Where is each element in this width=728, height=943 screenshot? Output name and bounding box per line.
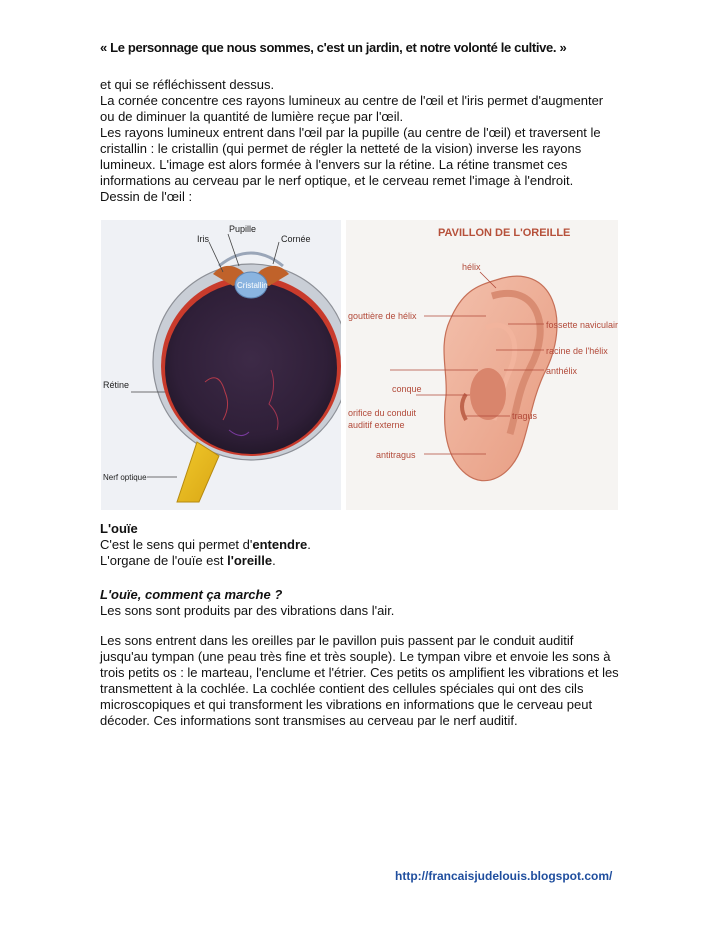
- hearing-sense-bold: entendre: [252, 537, 308, 552]
- eye-diagram: [101, 220, 341, 510]
- eye-line: Dessin de l'œil :: [100, 189, 193, 204]
- eye-label-cornee: Cornée: [281, 234, 311, 244]
- hearing-question: L'ouïe, comment ça marche ?: [100, 587, 283, 602]
- hearing-heading: L'ouïe: [100, 521, 138, 536]
- ear-label-antitragus: antitragus: [376, 450, 416, 460]
- ear-label-anthelix: anthélix: [546, 366, 578, 376]
- hearing-body-line: décoder. Ces informations sont transmises au cerveau par le nerf auditif.: [100, 713, 518, 728]
- hearing-sense-line: C'est le sens qui permet d'entendre.: [100, 537, 311, 552]
- vitreous-shape: [165, 282, 337, 454]
- ear-label-racine: racine de l'hélix: [546, 346, 608, 356]
- hearing-organ-line: L'organe de l'ouïe est l'oreille.: [100, 553, 276, 568]
- ear-label-conque: conque: [392, 384, 422, 394]
- eye-label-retine: Rétine: [103, 380, 130, 390]
- hearing-body-line: jusqu'au tympan (une peau très fine et très souple). Le tympan vibre et envoie les sons à: [100, 649, 611, 664]
- eye-paragraph: [100, 77, 640, 205]
- hearing-body-line: trois petits os : le marteau, l'enclume et l'étrier. Ces petits os amplifient les vibrations et les: [100, 665, 619, 680]
- ear-diagram: [346, 220, 618, 510]
- eye-line: La cornée concentre ces rayons lumineux au centre de l'œil et l'iris permet d'augmenter: [100, 93, 604, 108]
- ear-label-orifice: auditif externe: [348, 420, 405, 430]
- footer-blog-link[interactable]: http://francaisjudelouis.blogspot.com/: [395, 869, 613, 883]
- eye-line: ou de diminuer la quantité de lumière reçue par l'œil.: [100, 109, 404, 124]
- hearing-body-line: Les sons entrent dans les oreilles par le pavillon puis passent par le conduit auditif: [100, 633, 574, 648]
- hearing-question-block: [100, 587, 640, 619]
- eye-line: Les rayons lumineux entrent dans l'œil par la pupille (au centre de l'œil) et traversent le: [100, 125, 601, 140]
- eye-label-iris: Iris: [197, 234, 209, 244]
- ear-label-orifice: orifice du conduit: [348, 408, 417, 418]
- ear-label-gouttiere: gouttière de hélix: [348, 311, 417, 321]
- header-quote: « Le personnage que nous sommes, c'est un jardin, et notre volonté le cultive. »: [100, 40, 567, 55]
- ear-label-tragus: tragus: [512, 411, 538, 421]
- hearing-body-line: microscopiques et qui transforment les vibrations en informations que le cerveau peut: [100, 697, 593, 712]
- eye-line: lumineux. L'image est alors formée à l'envers sur la rétine. La rétine transmet ces: [100, 157, 568, 172]
- eye-line: informations au cerveau par le nerf optique, et le cerveau remet l'image à l'endroit.: [100, 173, 574, 188]
- eye-label-cristallin: Cristallin: [237, 281, 268, 290]
- hearing-sounds-line: Les sons sont produits par des vibrations dans l'air.: [100, 603, 395, 618]
- hearing-intro: [100, 521, 640, 569]
- ear-title: PAVILLON DE L'OREILLE: [438, 227, 571, 239]
- eye-line: cristallin : le cristallin (qui permet de régler la netteté de la vision) inverse les rayons: [100, 141, 582, 156]
- hearing-body-line: transmettent à la cochlée. La cochlée contient des cellules spéciales qui ont des cils: [100, 681, 584, 696]
- ear-label-fossette: fossette naviculaire: [546, 320, 618, 330]
- hearing-body: [100, 633, 640, 729]
- eye-line: et qui se réfléchissent dessus.: [100, 77, 275, 92]
- concha-shape: [470, 368, 506, 420]
- hearing-organ-bold: l'oreille: [227, 553, 273, 568]
- eye-label-pupille: Pupille: [229, 224, 257, 234]
- eye-label-nerf: Nerf optique: [103, 473, 147, 482]
- ear-label-helix: hélix: [462, 262, 481, 272]
